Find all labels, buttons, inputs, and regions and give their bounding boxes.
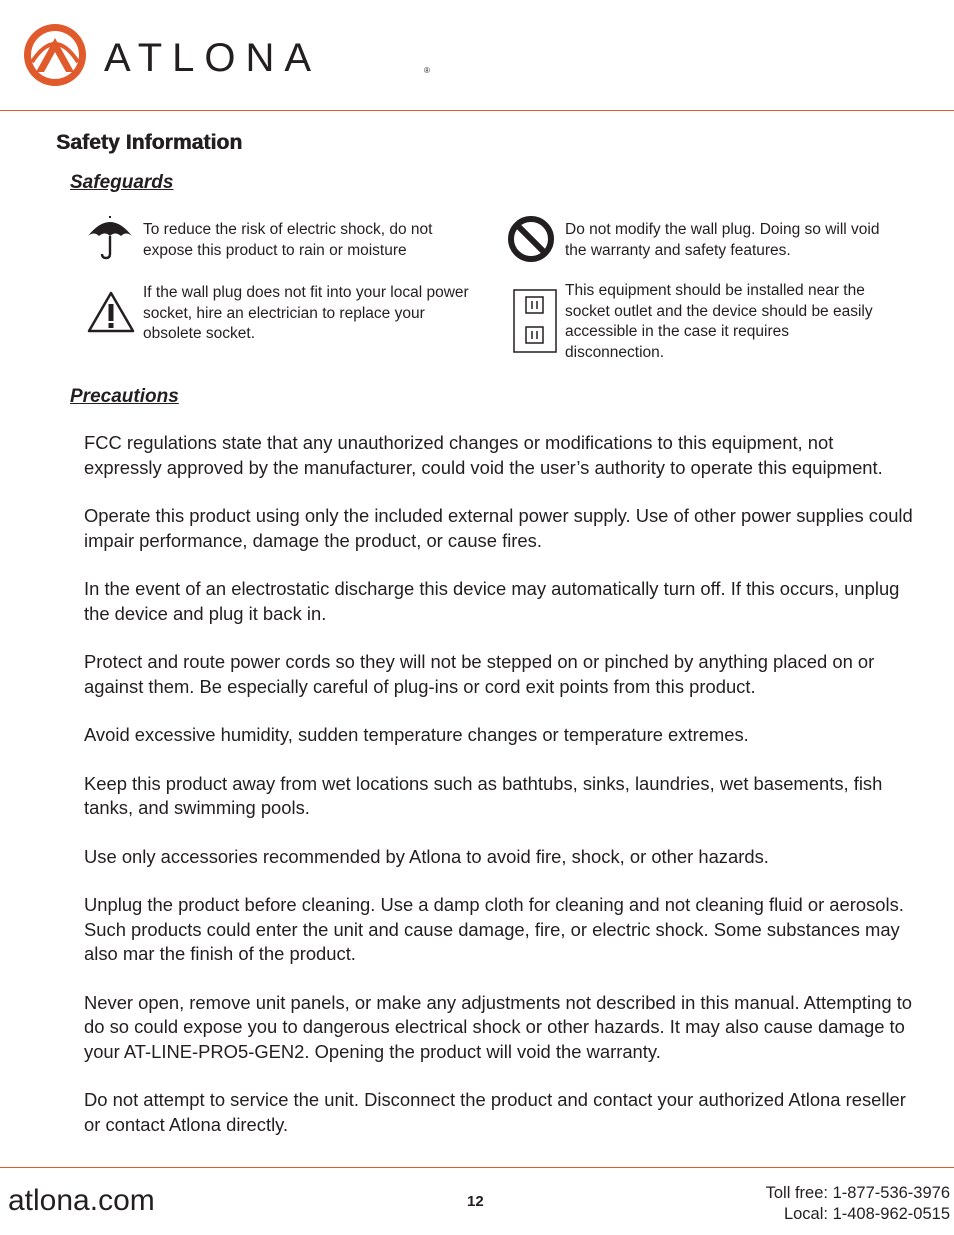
precaution-paragraph: Keep this product away from wet locations such as bathtubs, sinks, laundries, wet basements, fish tanks, and swimming pools. (84, 772, 883, 818)
footer-contact (766, 1183, 950, 1225)
precaution-paragraph: Unplug the product before cleaning. Use a damp cloth for cleaning and not cleaning fluid or aerosols. Such products could enter the unit and cause damage, fire, or electric shock. Some substances may also mar the finish of the product. (84, 894, 904, 964)
precaution-paragraph: In the event of an electrostatic discharge this device may automatically turn off. If this occurs, unplug the device and plug it back in. (84, 578, 900, 624)
safeguard-text: To reduce the risk of electric shock, do not expose this product to rain or moisture (143, 221, 433, 259)
footer-divider (0, 1167, 954, 1168)
page-header (0, 0, 954, 111)
precautions-list (84, 431, 914, 1161)
precaution-paragraph: Operate this product using only the included external power supply. Use of other power supplies could impair performance, damage the product, or cause fires. (84, 505, 913, 551)
safeguard-text: Do not modify the wall plug. Doing so will void the warranty and safety features. (565, 221, 880, 259)
page-number: 12 (467, 1193, 484, 1210)
atlona-logo-icon (22, 22, 88, 88)
precaution-paragraph: Do not attempt to service the unit. Disconnect the product and contact your authorized Atlona reseller or contact Atlona directly. (84, 1089, 906, 1135)
safeguards-heading: Safeguards (70, 172, 174, 193)
prohibited-icon (507, 214, 555, 264)
safeguard-text: If the wall plug does not fit into your local power socket, hire an electrician to replace your obsolete socket. (143, 284, 469, 342)
precaution-paragraph: Never open, remove unit panels, or make any adjustments not described in this manual. Attempting to do so could expose you to dangerous electrical shock or other hazards. It may also cause damage to your AT-LINE-PRO5-GEN2. Opening the product will void the warranty. (84, 991, 913, 1062)
local-number: Local: 1-408-962-0515 (783, 1205, 950, 1223)
header-divider (0, 110, 954, 111)
safeguard-text: This equipment should be installed near the socket outlet and the device should be easily accessible in the case it requires disconnection. (565, 282, 873, 361)
page-title: Safety Information (56, 131, 243, 154)
umbrella-icon (86, 214, 134, 260)
precaution-paragraph: Avoid excessive humidity, sudden temperature changes or temperature extremes. (84, 724, 749, 745)
precautions-heading: Precautions (70, 386, 179, 407)
toll-free-number: Toll free: 1-877-536-3976 (765, 1184, 950, 1202)
svg-text:ATLONA: ATLONA (104, 40, 322, 76)
footer-website-link[interactable]: atlona.com (8, 1184, 155, 1217)
precaution-paragraph: Protect and route power cords so they will not be stepped on or pinched by anything placed on or against them. Be especially careful of plug-ins or cord exit points from this product. (84, 651, 875, 697)
precaution-paragraph: FCC regulations state that any unauthorized changes or modifications to this equipment, not expressly approved by the manufacturer, could void the user’s authority to operate this equipment. (84, 432, 883, 478)
precaution-paragraph: Use only accessories recommended by Atlona to avoid fire, shock, or other hazards. (84, 845, 769, 867)
svg-text:®: ® (424, 66, 430, 75)
warning-triangle-icon (86, 290, 136, 334)
atlona-wordmark (104, 40, 434, 76)
wall-outlet-icon (513, 289, 557, 353)
